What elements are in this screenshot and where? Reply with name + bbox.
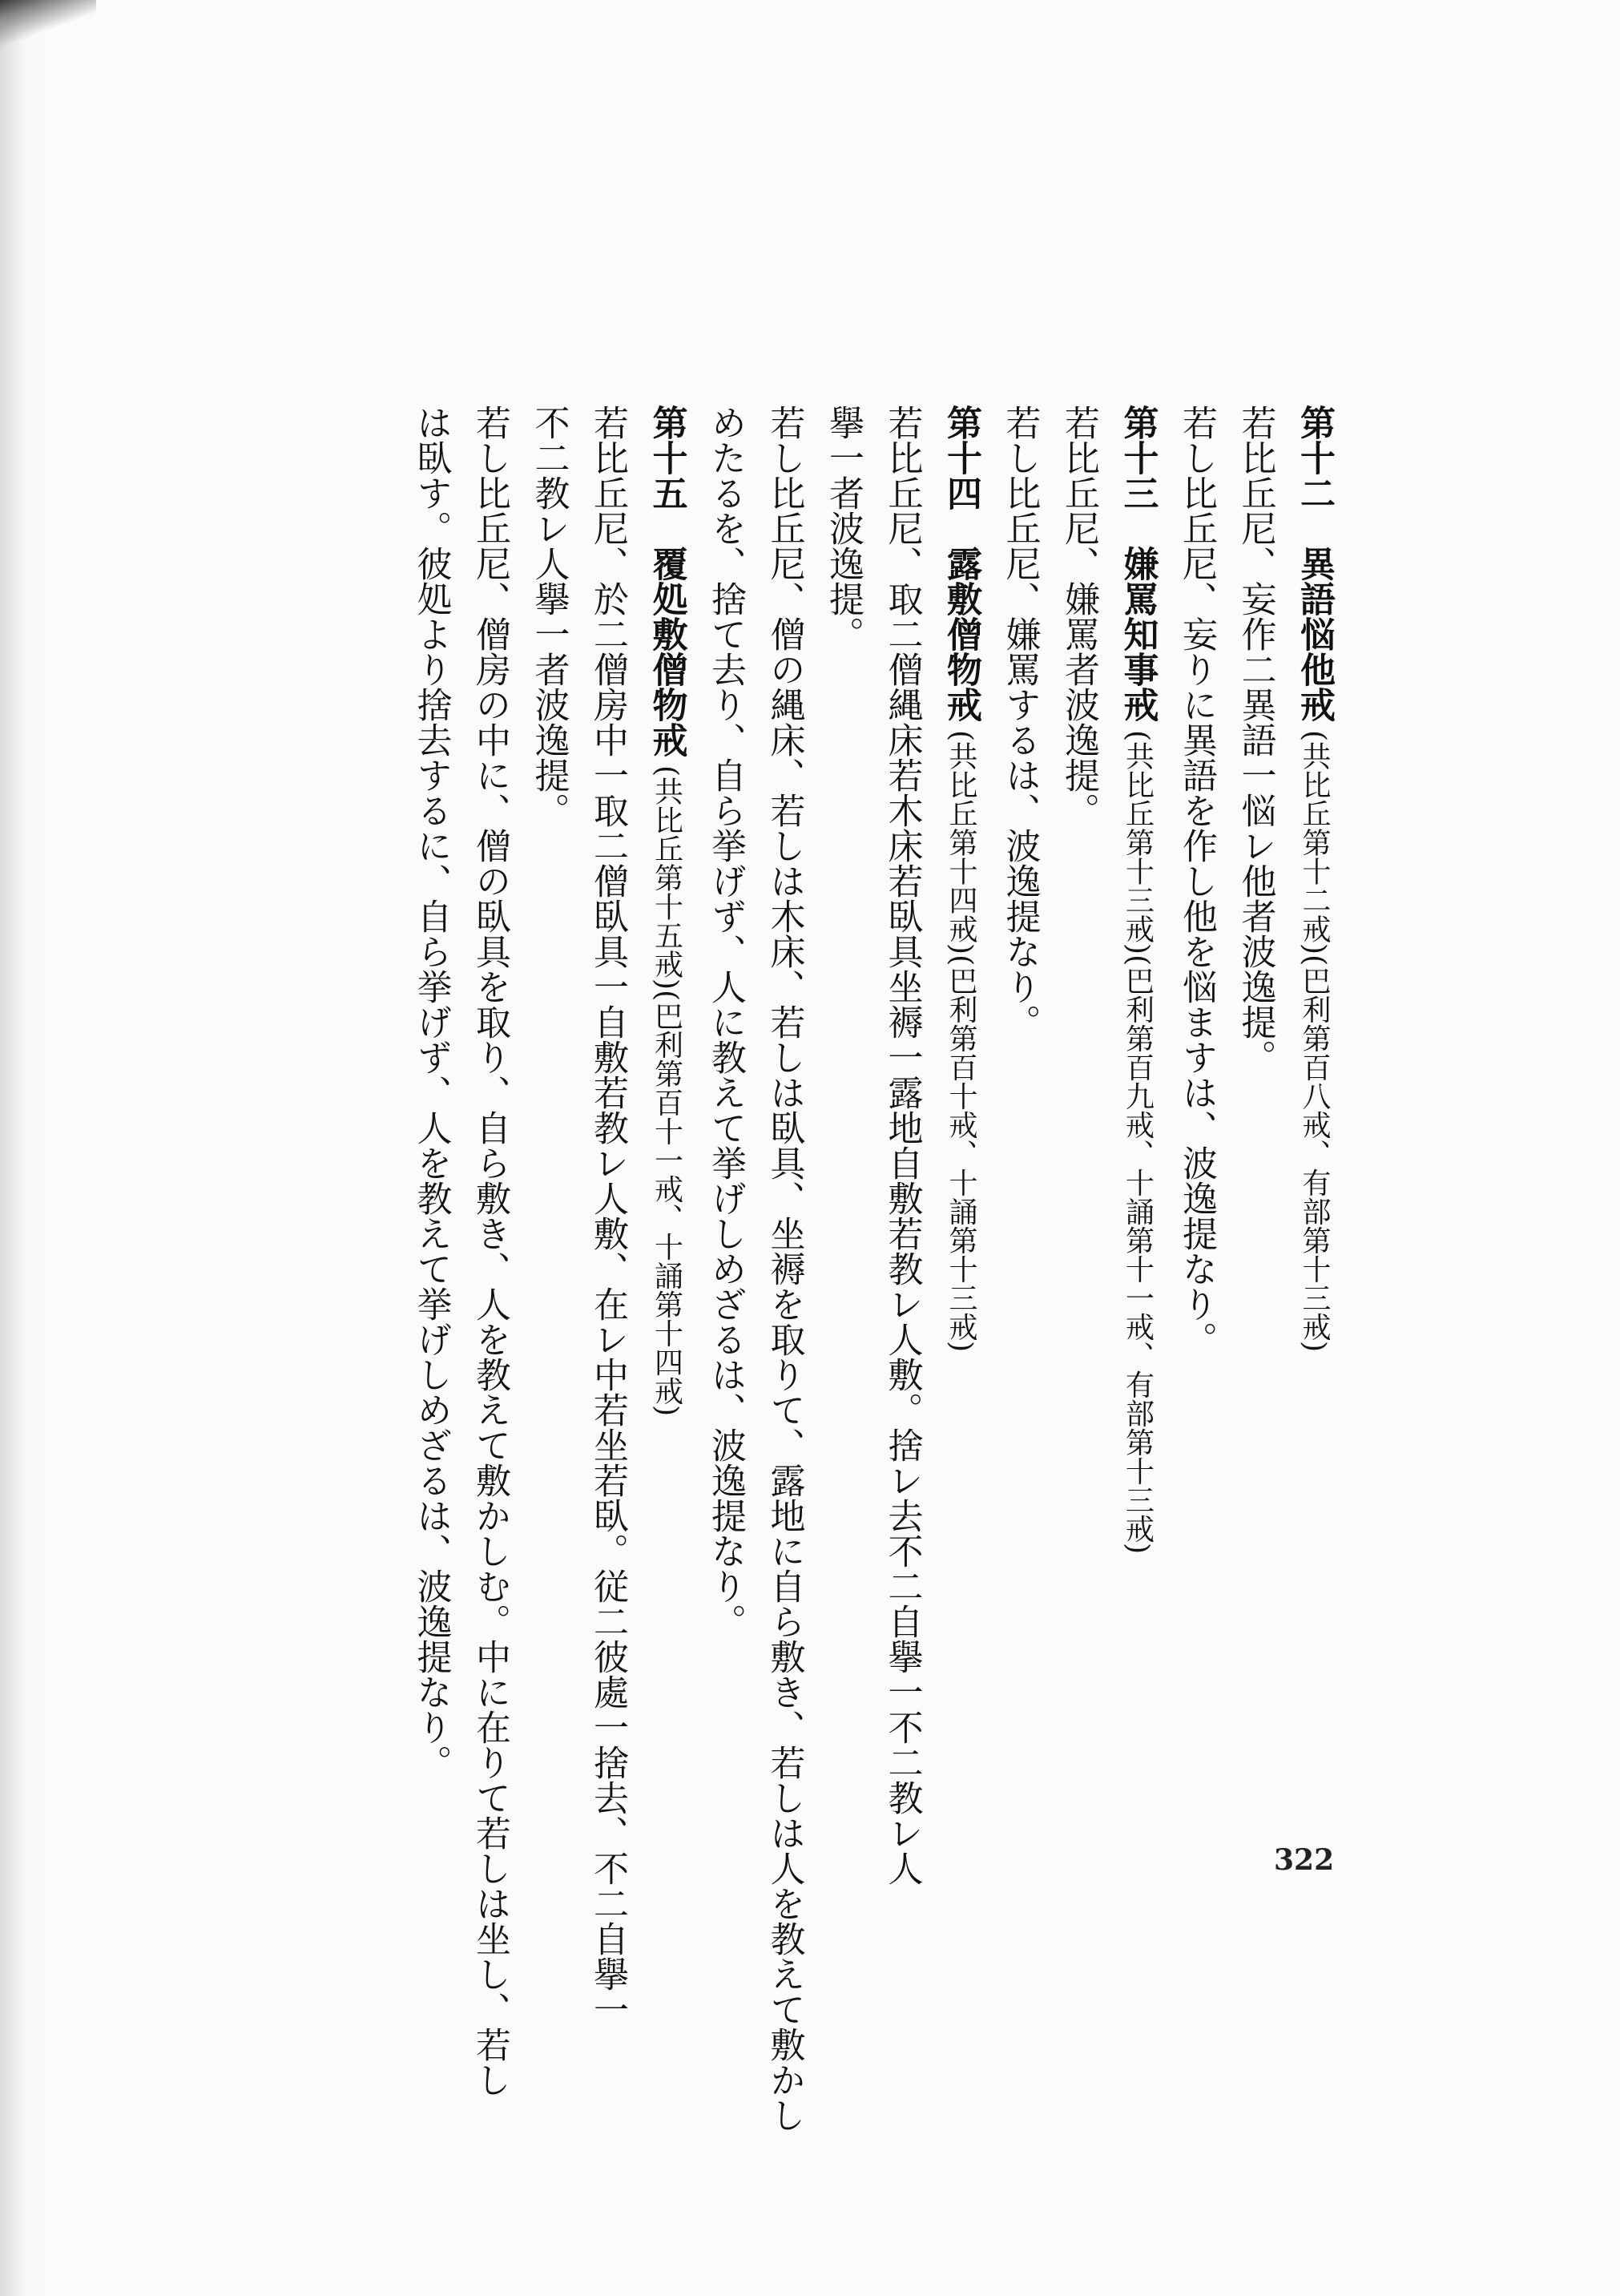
section-number: 第十四 [941,405,981,510]
text-line: めたるを、捨て去り、自ら挙げず、人に教えて挙げしめざるは、波逸提なり。 [705,405,746,1639]
section-note: (共比丘第十三戒)(巴利第百九戒、十誦第十一戒、有部第十三戒) [1121,730,1155,1555]
section-number: 第十五 [646,405,687,510]
section-title: 嫌罵知事戒 [1117,546,1159,722]
text-line: 若比丘尼、於二僧房中一取二僧臥具一自敷若教レ人敷、在レ中若坐若臥。従二彼處一捨去、不二自擧一 [587,405,628,2027]
section-number: 第十三 [1117,405,1159,510]
text-line: 若し比丘尼、嫌罵するは、波逸提なり。 [999,405,1041,1039]
section-title: 露敷僧物戒 [941,546,981,722]
section-note: (共比丘第十四戒)(巴利第百十戒、十誦第十三戒) [945,730,977,1353]
section-heading-15 [637,405,696,1927]
scan-edge-shadow [0,0,48,2296]
text-line: 若し比丘尼、僧房の中に、僧の臥具を取り、自ら敷き、人を教えて敷かしむ。中に在りて若しは坐し、若し [469,405,510,2097]
section-heading-13 [1108,405,1167,1927]
text-line: は臥す。彼処より捨去するに、自ら挙げず、人を教えて挙げしめざるは、波逸提なり。 [410,405,452,1780]
page-number: 322 [1274,1843,1335,1877]
section-title: 覆処敷僧物戒 [646,546,687,757]
section-heading-12 [1285,405,1344,1927]
text-line: 若し比丘尼、僧の縄床、若しは木床、若しは臥具、坐褥を取りて、露地に自ら敷き、若しは人を教えて敷かし [764,405,805,2133]
section-title: 異語悩他戒 [1294,546,1335,722]
text-line: 若比丘尼、取二僧縄床若木床若臥具坐褥一露地自敷若教レ人敷。捨レ去不二自擧一不二教レ人 [881,405,923,1886]
text-line: 若比丘尼、妄作二異語一悩レ他者波逸提。 [1235,405,1276,1075]
text-line: 不二教レ人擧一者波逸提。 [528,405,570,828]
text-line: 若比丘尼、嫌罵者波逸提。 [1058,405,1099,828]
section-note: (共比丘第十二戒)(巴利第百八戒、有部第十三戒) [1298,730,1331,1353]
section-number: 第十二 [1294,405,1335,510]
text-line: 擧一者波逸提。 [823,405,864,652]
text-line: 若し比丘尼、妄りに異語を作し他を悩ますは、波逸提なり。 [1176,405,1217,1357]
section-note: (共比丘第十五戒)(巴利第百十一戒、十誦第十四戒) [650,765,683,1417]
section-heading-14 [932,405,991,1927]
vertical-text-body [401,405,1344,2133]
scan-corner-shadow [0,0,96,72]
